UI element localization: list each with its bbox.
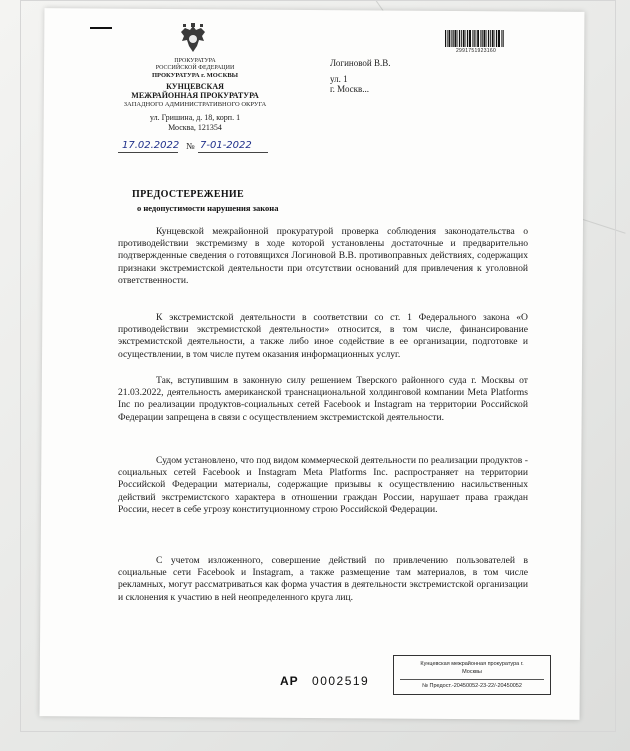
address-line-2: Москва, 121354 bbox=[168, 123, 222, 132]
paragraph-4: Судом установлено, что под видом коммерческой деятельности по реализации продуктов - социальных сетей Facebook и Instagram Meta Platforms Inc. распространяет на территории Российской Федерации материалы, содержащие призывы к осуществлению насильственных действий экстремистского характера в отношении граждан России, нарушает права граждан России, несет в себе угрозу конституционному строю Российской Федерации. bbox=[118, 455, 528, 515]
org-address bbox=[120, 113, 270, 133]
document-subtitle: о недопустимости нарушения закона bbox=[137, 203, 279, 213]
stamp-line-2: Москвы bbox=[462, 669, 482, 675]
paragraph-1: Кунцевской межрайонной прокуратурой проверка соблюдения законодательства о противодействии экстремизму в ходе которой установлены достаточные и предварительно подтвержденные сведения о готовящихся Логиновой В.В. противоправных действиях, содержащих признаки экстремистской деятельности при отсутствии оснований для привлечения к уголовной ответственности. bbox=[118, 226, 528, 286]
recipient-street: ул. 1 bbox=[330, 74, 348, 84]
org-line-2: РОССИЙСКОЙ ФЕДЕРАЦИИ bbox=[155, 65, 235, 71]
dept-name bbox=[120, 82, 270, 100]
org-line-1: ПРОКУРАТУРА bbox=[174, 58, 216, 64]
number-sign: № bbox=[186, 141, 195, 151]
org-city: ПРОКУРАТУРА г. МОСКВЫ bbox=[151, 72, 239, 79]
address-line-1: ул. Гришина, д. 18, корп. 1 bbox=[149, 113, 241, 122]
paragraph-3: Так, вступившим в законную силу решением Тверского районного суда г. Москвы от 21.03.2022, деятельность американской транснациональной холдинговой компании Meta Platforms Inc по реализации продуктов-социальных сетей Facebook и Instagram на территории Российской Федерации запрещена в связи с осуществлением экстремистской деятельности. bbox=[118, 375, 528, 423]
paragraph-2: К экстремистской деятельности в соответствии со ст. 1 Федерального закона «О противодействии экстремистской деятельности» относится, в том числе, финансирование экстремистской деятельности, а также либо иное содействие в ее организации, подготовке и осуществлении, в том числе путем оказания информационных услуг. bbox=[118, 312, 528, 360]
stamp-divider bbox=[400, 679, 544, 680]
barcode-number: 2991751923160 bbox=[455, 48, 497, 54]
handwritten-number: 7-01-2022 bbox=[200, 140, 252, 151]
barcode-icon bbox=[445, 30, 505, 47]
recipient-city: г. Москв... bbox=[330, 84, 370, 94]
org-header bbox=[120, 58, 270, 72]
corner-mark bbox=[90, 27, 112, 29]
date-underline bbox=[118, 152, 178, 153]
district-name: ЗАПАДНОГО АДМИНИСТРАТИВНОГО ОКРУГА bbox=[123, 101, 267, 108]
form-serial bbox=[280, 674, 369, 688]
stamp-line-1: Кунцевская межрайонная прокуратура г. bbox=[420, 661, 524, 667]
serial-number: 0002519 bbox=[312, 674, 370, 688]
registration-stamp bbox=[393, 655, 551, 695]
number-underline bbox=[198, 152, 268, 153]
dept-line-1: КУНЦЕВСКАЯ bbox=[166, 82, 224, 91]
handwritten-date: 17.02.2022 bbox=[122, 140, 180, 151]
stamp-line-3: № Предост.-20450052-23-22/-20450052 bbox=[422, 683, 522, 689]
document-title: ПРЕДОСТЕРЕЖЕНИЕ bbox=[132, 189, 244, 200]
dept-line-2: МЕЖРАЙОННАЯ ПРОКУРАТУРА bbox=[131, 91, 259, 100]
date-number-line bbox=[118, 138, 268, 158]
paragraph-5: С учетом изложенного, совершение действий по привлечению пользователей в социальные сети Facebook и Instagram, а также размещение там материалов, в том числе рекламных, могут рассматриваться как форма участия в деятельности экстремистской организации и склонения к участию в ней неопределенного круга лиц. bbox=[118, 555, 528, 603]
coat-of-arms-icon bbox=[176, 22, 210, 58]
serial-prefix: АР bbox=[280, 674, 299, 688]
recipient-name: Логиновой В.В. bbox=[330, 58, 391, 68]
